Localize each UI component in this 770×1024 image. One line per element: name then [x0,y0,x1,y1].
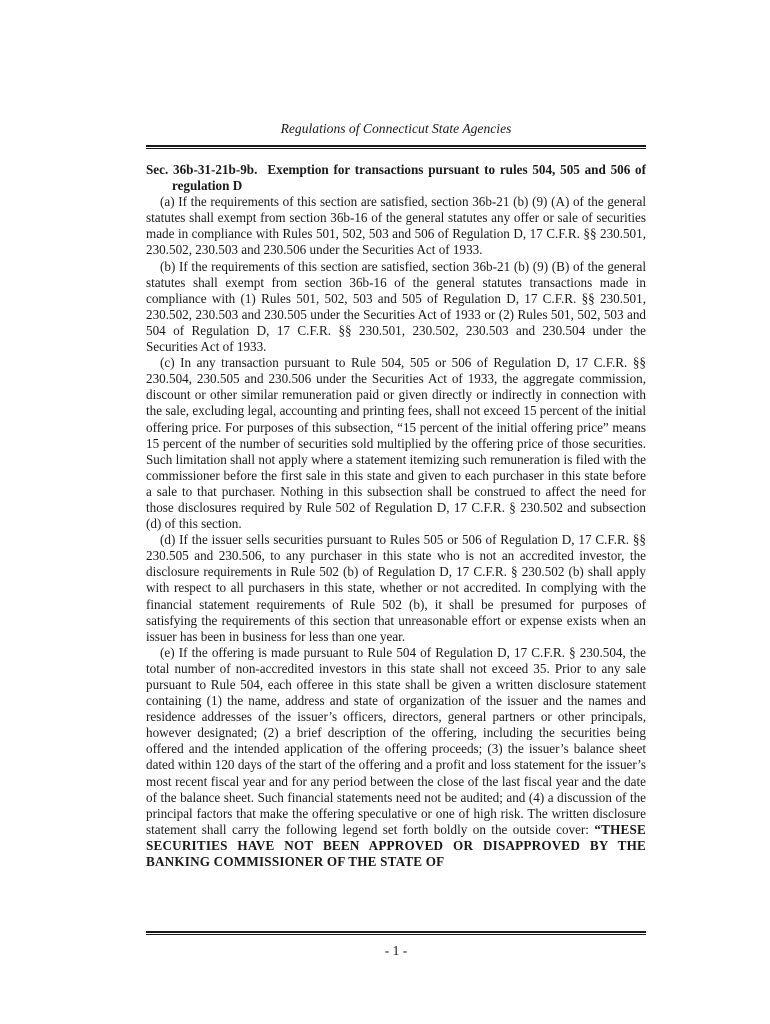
paragraph-b: (b) If the requirements of this section are satisfied, section 36b-21 (b) (9) (B) of the general statutes shall exempt from section 36b-16 of the general statutes transactions made in compliance with (1) Rules 501, 502, 503 and 505 of Regulation D, 17 C.F.R. §§ 230.501, 230.502, 230.503 and 230.505 under the Securities Act of 1933 or (2) Rules 501, 502, 503 and 504 of Regulation D, 17 C.F.R. §§ 230.501, 230.502, 230.503 and 230.504 under the Securities Act of 1933. [146,258,646,355]
paragraph-a: (a) If the requirements of this section are satisfied, section 36b-21 (b) (9) (A) of the general statutes shall exempt from section 36b-16 of the general statutes any offer or sale of securities made in compliance with Rules 501, 502, 503 and 506 of Regulation D, 17 C.F.R. §§ 230.501, 230.502, 230.503 and 230.506 under the Securities Act of 1933. [146,194,646,258]
paragraph-d: (d) If the issuer sells securities pursuant to Rules 505 or 506 of Regulation D, 17 C.F.R. §§ 230.505 and 230.506, to any purchaser in this state who is not an accredited investor, the disclosure requirements in Rule 502 (b) of Regulation D, 17 C.F.R. § 230.502 (b) shall apply with respect to all purchasers in this state, whether or not accredited. In complying with the financial statement requirements of Rule 502 (b), it shall be presumed for purposes of satisfying the requirements of this section that unreasonable effort or expense exists when an issuer has been in business for less than one year. [146,532,646,644]
paragraph-e-text: (e) If the offering is made pursuant to Rule 504 of Regulation D, 17 C.F.R. § 230.504, the total number of non-accredited investors in this state shall not exceed 35. Prior to any sale pursuant to Rule 504, each offeree in this state shall be given a written disclosure statement containing (1) the name, address and state of organization of the issuer and the names and residence addresses of the issuer’s officers, directors, general partners or other principals, however designated; (2) a brief description of the offering, including the securities being offered and the intended application of the offering proceeds; (3) the issuer’s balance sheet dated within 120 days of the start of the offering and a profit and loss statement for the issuer’s most recent fiscal year and for any period between the close of the last fiscal year and the date of the balance sheet. Such financial statements need not be audited; and (4) a discussion of the principal factors that make the offering speculative or one of high risk. The written disclosure statement shall carry the following legend set forth boldly on the outside cover: [146,644,646,837]
page-number: - 1 - [384,943,408,958]
section-number: Sec. 36b-31-21b-9b. [146,162,258,177]
paragraph-e [146,645,646,870]
header-divider [146,145,646,149]
section-title: Exemption for transactions pursuant to rules 504, 505 and 506 of regulation D [172,162,647,194]
document-body [146,162,646,870]
paragraph-c: (c) In any transaction pursuant to Rule 504, 505 or 506 of Regulation D, 17 C.F.R. §§ 230.504, 230.505 and 230.506 under the Securities Act of 1933, the aggregate commission, discount or other similar remuneration paid or given directly or indirectly in connection with the sale, excluding legal, accounting and printing fees, shall not exceed 15 percent of the initial offering price. For purposes of this subsection, “15 percent of the initial offering price” means 15 percent of the number of securities sold multiplied by the offering price of those securities. Such limitation shall not apply where a statement itemizing such remuneration is filed with the commissioner before the first sale in this state and given to each purchaser in this state before a sale to that purchaser. Nothing in this subsection shall be construed to affect the need for those disclosures required by Rule 502 of Regulation D, 17 C.F.R. § 230.502 and subsection (d) of this section. [146,355,646,532]
page-header-title: Regulations of Connecticut State Agencies [280,121,512,136]
footer-divider [146,931,646,935]
section-heading [146,162,646,194]
paragraph-e-legend: “THESE SECURITIES HAVE NOT BEEN APPROVED OR DISAPPROVED BY THE BANKING COMMISSIONER OF THE STATE OF [146,821,646,870]
